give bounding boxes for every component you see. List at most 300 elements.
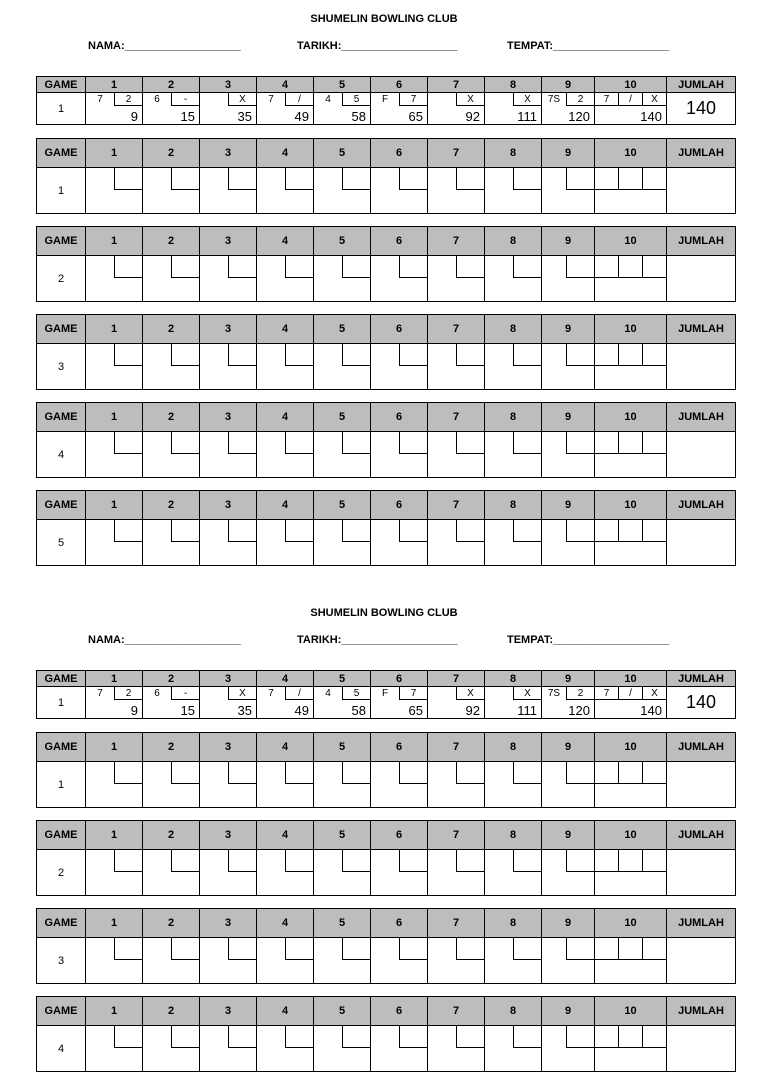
frame-9-ball-2-box[interactable] [566,1026,594,1048]
frame-5-ball-1-box[interactable] [314,344,342,366]
frame-10-ball-2-box[interactable] [618,432,642,454]
frame-6-ball-1-box[interactable] [371,938,399,960]
frame-4-balls[interactable] [257,762,314,785]
total-score-box[interactable] [667,520,736,566]
frame-8-ball-1-box[interactable] [485,344,513,366]
frame-2-score-box[interactable] [143,367,200,390]
frame-2-ball-1-box[interactable] [143,850,171,872]
frame-8-balls[interactable] [485,256,542,279]
frame-4-ball-2-box[interactable] [285,1026,313,1048]
frame-6-balls[interactable] [371,520,428,543]
frame-8-score-box[interactable] [485,961,542,984]
frame-9-ball-1-box[interactable] [542,168,566,190]
frame-10-ball-1-box[interactable] [595,344,618,366]
frame-8-ball-1-box[interactable] [485,938,513,960]
frame-3-ball-2-box[interactable] [228,1026,256,1048]
frame-9-score-box[interactable] [542,961,595,984]
frame-4-score-box[interactable] [257,785,314,808]
frame-1-ball-1-box[interactable] [86,938,114,960]
frame-3-balls[interactable] [200,256,257,279]
frame-9-score-box[interactable] [542,191,595,214]
frame-1-ball-2-box[interactable] [114,1026,142,1048]
frame-8-ball-1-box[interactable] [485,432,513,454]
frame-7-balls[interactable] [428,520,485,543]
frame-6-ball-2-box[interactable] [399,762,427,784]
frame-2-score-box[interactable] [143,279,200,302]
frame-9-ball-1-box[interactable] [542,344,566,366]
frame-8-ball-1-box[interactable] [485,850,513,872]
frame-6-score-box[interactable] [371,191,428,214]
frame-4-balls[interactable] [257,1026,314,1049]
frame-6-ball-2-box[interactable] [399,1026,427,1048]
frame-10-ball-3-box[interactable] [642,168,666,190]
frame-9-ball-1-box[interactable] [542,432,566,454]
frame-5-ball-2-box[interactable] [342,256,370,278]
frame-3-balls[interactable] [200,344,257,367]
frame-10-ball-2-box[interactable] [618,520,642,542]
frame-3-balls[interactable] [200,168,257,191]
frame-9-ball-2-box[interactable] [566,168,594,190]
frame-9-ball-2-box[interactable] [566,850,594,872]
frame-2-score-box[interactable] [143,785,200,808]
frame-6-ball-1-box[interactable] [371,520,399,542]
frame-2-balls[interactable] [143,520,200,543]
frame-5-balls[interactable] [314,520,371,543]
frame-8-balls[interactable] [485,344,542,367]
frame-2-ball-2-box[interactable] [171,168,199,190]
frame-10-ball-3-box[interactable] [642,1026,666,1048]
frame-4-balls[interactable] [257,938,314,961]
frame-4-ball-1-box[interactable] [257,432,285,454]
frame-3-score-box[interactable] [200,367,257,390]
frame-10-balls[interactable] [595,1026,667,1049]
frame-9-ball-1-box[interactable] [542,938,566,960]
frame-7-ball-1-box[interactable] [428,168,456,190]
frame-2-ball-2-box[interactable] [171,432,199,454]
frame-1-ball-2-box[interactable] [114,850,142,872]
frame-2-ball-1-box[interactable] [143,168,171,190]
frame-4-ball-2-box[interactable] [285,520,313,542]
frame-7-balls[interactable] [428,850,485,873]
frame-5-ball-2-box[interactable] [342,762,370,784]
frame-6-ball-1-box[interactable] [371,344,399,366]
frame-6-score-box[interactable] [371,785,428,808]
frame-1-balls[interactable] [86,344,143,367]
total-score-box[interactable] [667,256,736,302]
frame-6-ball-1-box[interactable] [371,432,399,454]
frame-3-ball-1-box[interactable] [200,520,228,542]
frame-5-score-box[interactable] [314,191,371,214]
frame-7-ball-1-box[interactable] [428,432,456,454]
frame-1-score-box[interactable] [86,785,143,808]
frame-6-ball-1-box[interactable] [371,168,399,190]
frame-5-score-box[interactable] [314,455,371,478]
frame-5-ball-2-box[interactable] [342,520,370,542]
total-score-box[interactable] [667,432,736,478]
frame-4-ball-1-box[interactable] [257,1026,285,1048]
frame-6-ball-1-box[interactable] [371,762,399,784]
frame-3-ball-2-box[interactable] [228,938,256,960]
frame-1-ball-2-box[interactable] [114,344,142,366]
total-score-box[interactable] [667,762,736,808]
frame-9-balls[interactable] [542,432,595,455]
frame-6-score-box[interactable] [371,873,428,896]
frame-10-score-box[interactable] [595,1049,667,1072]
frame-1-ball-1-box[interactable] [86,344,114,366]
frame-9-balls[interactable] [542,850,595,873]
frame-4-ball-1-box[interactable] [257,762,285,784]
frame-10-ball-2-box[interactable] [618,344,642,366]
frame-4-score-box[interactable] [257,873,314,896]
frame-10-balls[interactable] [595,938,667,961]
venue-field[interactable]: TEMPAT:___________________ [507,40,670,52]
frame-4-ball-2-box[interactable] [285,168,313,190]
frame-7-ball-2-box[interactable] [456,850,484,872]
frame-2-score-box[interactable] [143,961,200,984]
frame-7-score-box[interactable] [428,367,485,390]
frame-10-ball-1-box[interactable] [595,1026,618,1048]
frame-10-ball-2-box[interactable] [618,168,642,190]
frame-7-ball-1-box[interactable] [428,938,456,960]
frame-8-score-box[interactable] [485,455,542,478]
frame-5-ball-1-box[interactable] [314,1026,342,1048]
frame-2-ball-1-box[interactable] [143,432,171,454]
frame-5-ball-2-box[interactable] [342,850,370,872]
frame-2-balls[interactable] [143,344,200,367]
frame-6-balls[interactable] [371,1026,428,1049]
frame-2-ball-1-box[interactable] [143,344,171,366]
frame-5-ball-1-box[interactable] [314,168,342,190]
frame-4-score-box[interactable] [257,1049,314,1072]
frame-2-ball-2-box[interactable] [171,256,199,278]
frame-10-score-box[interactable] [595,785,667,808]
frame-9-balls[interactable] [542,1026,595,1049]
frame-9-score-box[interactable] [542,455,595,478]
frame-4-ball-2-box[interactable] [285,850,313,872]
frame-9-ball-2-box[interactable] [566,256,594,278]
frame-10-ball-2-box[interactable] [618,938,642,960]
frame-4-ball-1-box[interactable] [257,256,285,278]
frame-4-balls[interactable] [257,344,314,367]
frame-1-balls[interactable] [86,520,143,543]
frame-6-balls[interactable] [371,850,428,873]
frame-5-balls[interactable] [314,938,371,961]
frame-7-balls[interactable] [428,344,485,367]
frame-8-balls[interactable] [485,520,542,543]
frame-10-ball-1-box[interactable] [595,850,618,872]
frame-2-score-box[interactable] [143,543,200,566]
frame-10-balls[interactable] [595,850,667,873]
frame-3-ball-1-box[interactable] [200,1026,228,1048]
frame-5-balls[interactable] [314,344,371,367]
frame-2-ball-2-box[interactable] [171,762,199,784]
frame-2-score-box[interactable] [143,455,200,478]
frame-1-ball-2-box[interactable] [114,168,142,190]
frame-2-ball-1-box[interactable] [143,938,171,960]
frame-4-ball-2-box[interactable] [285,344,313,366]
frame-10-ball-3-box[interactable] [642,344,666,366]
frame-2-balls[interactable] [143,850,200,873]
frame-6-ball-1-box[interactable] [371,1026,399,1048]
frame-8-score-box[interactable] [485,785,542,808]
frame-1-ball-2-box[interactable] [114,520,142,542]
frame-4-score-box[interactable] [257,279,314,302]
frame-10-ball-3-box[interactable] [642,520,666,542]
frame-1-balls[interactable] [86,938,143,961]
frame-6-ball-1-box[interactable] [371,256,399,278]
frame-3-ball-1-box[interactable] [200,938,228,960]
frame-8-ball-2-box[interactable] [513,168,541,190]
frame-9-ball-2-box[interactable] [566,762,594,784]
frame-8-balls[interactable] [485,850,542,873]
frame-1-ball-2-box[interactable] [114,762,142,784]
frame-10-ball-3-box[interactable] [642,850,666,872]
frame-8-ball-1-box[interactable] [485,1026,513,1048]
frame-7-score-box[interactable] [428,1049,485,1072]
date-field[interactable]: TARIKH:___________________ [297,40,458,52]
frame-3-score-box[interactable] [200,455,257,478]
frame-9-ball-1-box[interactable] [542,1026,566,1048]
frame-10-score-box[interactable] [595,455,667,478]
frame-2-balls[interactable] [143,938,200,961]
frame-4-ball-2-box[interactable] [285,938,313,960]
frame-1-score-box[interactable] [86,961,143,984]
frame-9-ball-1-box[interactable] [542,762,566,784]
frame-9-score-box[interactable] [542,1049,595,1072]
frame-2-score-box[interactable] [143,1049,200,1072]
frame-2-balls[interactable] [143,256,200,279]
frame-10-ball-1-box[interactable] [595,938,618,960]
frame-7-balls[interactable] [428,168,485,191]
venue-field[interactable]: TEMPAT:___________________ [507,634,670,646]
frame-9-balls[interactable] [542,762,595,785]
frame-2-ball-1-box[interactable] [143,1026,171,1048]
frame-5-score-box[interactable] [314,785,371,808]
frame-6-ball-2-box[interactable] [399,432,427,454]
frame-7-ball-1-box[interactable] [428,520,456,542]
frame-10-ball-1-box[interactable] [595,520,618,542]
frame-3-balls[interactable] [200,520,257,543]
frame-5-ball-2-box[interactable] [342,938,370,960]
frame-3-ball-2-box[interactable] [228,432,256,454]
frame-3-ball-2-box[interactable] [228,520,256,542]
frame-1-ball-1-box[interactable] [86,256,114,278]
frame-5-balls[interactable] [314,1026,371,1049]
frame-1-score-box[interactable] [86,279,143,302]
frame-10-ball-3-box[interactable] [642,256,666,278]
frame-10-ball-2-box[interactable] [618,256,642,278]
total-score-box[interactable] [667,850,736,896]
frame-3-ball-1-box[interactable] [200,432,228,454]
frame-8-ball-2-box[interactable] [513,432,541,454]
frame-9-ball-1-box[interactable] [542,256,566,278]
frame-7-ball-1-box[interactable] [428,762,456,784]
frame-1-balls[interactable] [86,1026,143,1049]
name-field[interactable]: NAMA:___________________ [88,634,241,646]
frame-6-ball-1-box[interactable] [371,850,399,872]
frame-5-ball-1-box[interactable] [314,256,342,278]
frame-2-ball-2-box[interactable] [171,850,199,872]
frame-8-balls[interactable] [485,1026,542,1049]
frame-6-balls[interactable] [371,762,428,785]
frame-4-ball-1-box[interactable] [257,938,285,960]
frame-3-ball-2-box[interactable] [228,850,256,872]
frame-5-balls[interactable] [314,432,371,455]
frame-10-balls[interactable] [595,168,667,191]
frame-4-score-box[interactable] [257,455,314,478]
frame-5-ball-1-box[interactable] [314,520,342,542]
frame-8-score-box[interactable] [485,367,542,390]
frame-10-score-box[interactable] [595,543,667,566]
frame-5-ball-1-box[interactable] [314,762,342,784]
frame-2-score-box[interactable] [143,873,200,896]
frame-3-ball-2-box[interactable] [228,168,256,190]
frame-7-ball-2-box[interactable] [456,938,484,960]
frame-5-score-box[interactable] [314,873,371,896]
frame-4-ball-1-box[interactable] [257,850,285,872]
frame-9-balls[interactable] [542,938,595,961]
frame-10-ball-1-box[interactable] [595,762,618,784]
frame-4-ball-2-box[interactable] [285,432,313,454]
frame-4-score-box[interactable] [257,961,314,984]
frame-8-ball-1-box[interactable] [485,256,513,278]
frame-4-ball-1-box[interactable] [257,520,285,542]
frame-3-balls[interactable] [200,938,257,961]
frame-5-ball-1-box[interactable] [314,938,342,960]
frame-7-ball-2-box[interactable] [456,1026,484,1048]
frame-10-score-box[interactable] [595,961,667,984]
frame-10-ball-3-box[interactable] [642,432,666,454]
frame-3-ball-1-box[interactable] [200,850,228,872]
frame-4-score-box[interactable] [257,191,314,214]
frame-5-balls[interactable] [314,168,371,191]
frame-1-ball-1-box[interactable] [86,1026,114,1048]
frame-8-ball-2-box[interactable] [513,1026,541,1048]
frame-3-balls[interactable] [200,850,257,873]
frame-9-ball-2-box[interactable] [566,344,594,366]
frame-5-score-box[interactable] [314,279,371,302]
frame-9-balls[interactable] [542,344,595,367]
frame-5-ball-2-box[interactable] [342,1026,370,1048]
frame-9-score-box[interactable] [542,279,595,302]
frame-5-score-box[interactable] [314,961,371,984]
frame-2-balls[interactable] [143,762,200,785]
frame-10-balls[interactable] [595,344,667,367]
frame-6-score-box[interactable] [371,367,428,390]
frame-9-score-box[interactable] [542,543,595,566]
frame-2-ball-2-box[interactable] [171,344,199,366]
frame-3-balls[interactable] [200,432,257,455]
frame-1-score-box[interactable] [86,1049,143,1072]
frame-9-ball-2-box[interactable] [566,520,594,542]
frame-9-balls[interactable] [542,256,595,279]
frame-8-ball-2-box[interactable] [513,520,541,542]
frame-6-ball-2-box[interactable] [399,168,427,190]
frame-6-ball-2-box[interactable] [399,850,427,872]
frame-4-score-box[interactable] [257,543,314,566]
frame-5-score-box[interactable] [314,543,371,566]
frame-10-ball-1-box[interactable] [595,256,618,278]
frame-7-ball-1-box[interactable] [428,344,456,366]
frame-9-score-box[interactable] [542,367,595,390]
frame-10-ball-2-box[interactable] [618,850,642,872]
frame-2-ball-1-box[interactable] [143,520,171,542]
frame-8-score-box[interactable] [485,191,542,214]
frame-1-balls[interactable] [86,762,143,785]
frame-1-balls[interactable] [86,850,143,873]
frame-1-score-box[interactable] [86,191,143,214]
total-score-box[interactable] [667,344,736,390]
frame-6-balls[interactable] [371,344,428,367]
frame-1-ball-2-box[interactable] [114,938,142,960]
frame-6-score-box[interactable] [371,279,428,302]
frame-10-score-box[interactable] [595,279,667,302]
frame-1-score-box[interactable] [86,367,143,390]
frame-8-balls[interactable] [485,938,542,961]
frame-2-ball-2-box[interactable] [171,1026,199,1048]
frame-2-ball-2-box[interactable] [171,520,199,542]
frame-2-balls[interactable] [143,1026,200,1049]
frame-4-balls[interactable] [257,256,314,279]
frame-4-ball-1-box[interactable] [257,344,285,366]
frame-1-score-box[interactable] [86,455,143,478]
frame-7-ball-1-box[interactable] [428,1026,456,1048]
frame-1-ball-1-box[interactable] [86,168,114,190]
frame-6-ball-2-box[interactable] [399,256,427,278]
frame-7-balls[interactable] [428,762,485,785]
frame-10-balls[interactable] [595,256,667,279]
frame-7-balls[interactable] [428,938,485,961]
frame-8-ball-1-box[interactable] [485,520,513,542]
frame-7-score-box[interactable] [428,873,485,896]
frame-9-ball-1-box[interactable] [542,520,566,542]
frame-2-ball-1-box[interactable] [143,256,171,278]
total-score-box[interactable] [667,938,736,984]
frame-6-score-box[interactable] [371,543,428,566]
frame-9-balls[interactable] [542,168,595,191]
frame-5-balls[interactable] [314,762,371,785]
frame-1-score-box[interactable] [86,873,143,896]
frame-7-ball-2-box[interactable] [456,762,484,784]
frame-7-score-box[interactable] [428,279,485,302]
frame-8-ball-2-box[interactable] [513,344,541,366]
frame-3-score-box[interactable] [200,873,257,896]
total-score-box[interactable] [667,168,736,214]
frame-2-score-box[interactable] [143,191,200,214]
frame-7-ball-2-box[interactable] [456,520,484,542]
frame-1-ball-1-box[interactable] [86,850,114,872]
frame-10-ball-1-box[interactable] [595,168,618,190]
frame-1-score-box[interactable] [86,543,143,566]
frame-8-ball-2-box[interactable] [513,762,541,784]
frame-8-ball-1-box[interactable] [485,762,513,784]
total-score-box[interactable] [667,1026,736,1072]
frame-1-balls[interactable] [86,256,143,279]
frame-2-balls[interactable] [143,168,200,191]
frame-10-ball-1-box[interactable] [595,432,618,454]
frame-9-ball-1-box[interactable] [542,850,566,872]
frame-5-ball-2-box[interactable] [342,168,370,190]
frame-7-score-box[interactable] [428,961,485,984]
frame-1-ball-2-box[interactable] [114,256,142,278]
frame-7-ball-2-box[interactable] [456,344,484,366]
frame-1-balls[interactable] [86,168,143,191]
frame-3-score-box[interactable] [200,191,257,214]
frame-4-ball-1-box[interactable] [257,168,285,190]
frame-10-score-box[interactable] [595,873,667,896]
frame-6-balls[interactable] [371,168,428,191]
frame-5-score-box[interactable] [314,1049,371,1072]
